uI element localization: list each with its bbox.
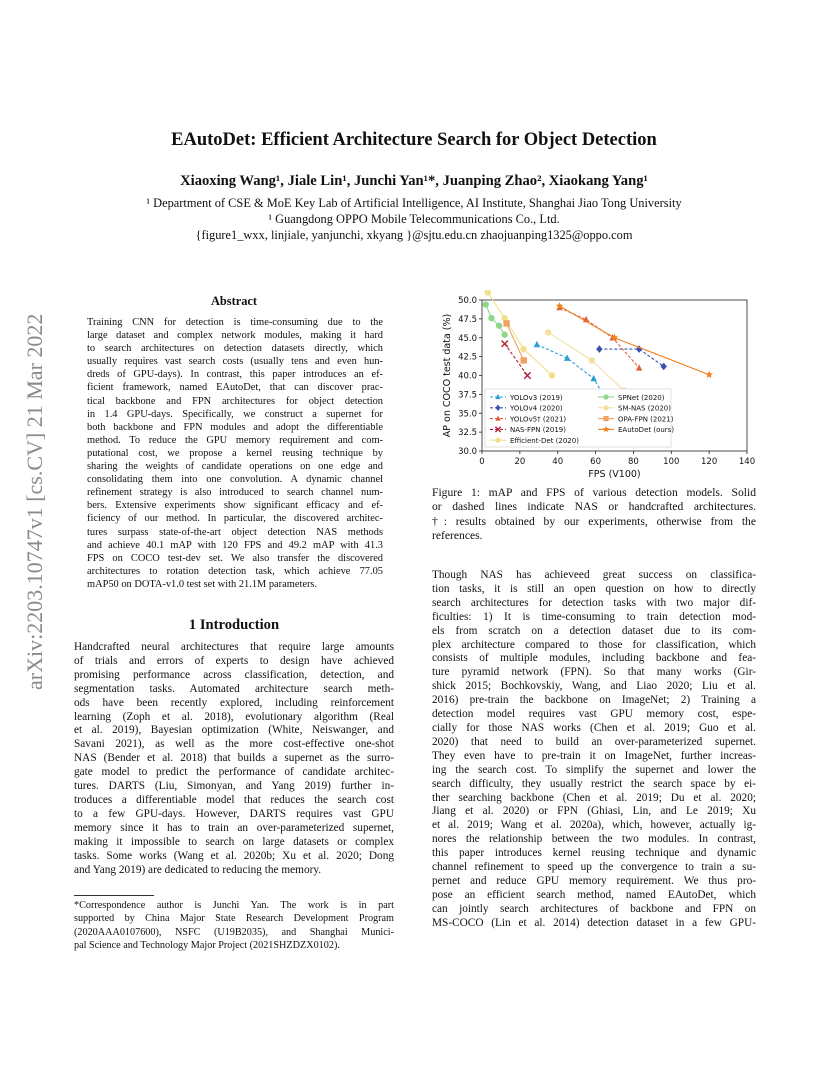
text-line: ods have been recently explored, including reinforcement (74, 696, 394, 709)
y-tick-label: 35.0 (458, 409, 477, 420)
text-line: can jointly search architectures of backbone and FPN on (432, 902, 756, 915)
x-tick-label: 0 (479, 457, 485, 467)
figure-caption (432, 486, 756, 543)
legend-label: YOLOv5† (2021) (510, 415, 567, 424)
x-tick-label: 100 (663, 457, 680, 467)
footnote (74, 899, 394, 953)
data-point (502, 341, 508, 347)
series-line (599, 349, 663, 366)
data-point (661, 363, 667, 371)
text-line: MS-COCO (Lin et al. 2014) detection dataset in a few GPU- (432, 916, 756, 929)
text-line: making it impossible to search on large datasets or complex (74, 835, 394, 848)
text-line: pernet and reduce GPU memory requirement. We thus pro- (432, 874, 756, 887)
legend-label: EAutoDet (ours) (618, 426, 675, 435)
abstract-body (87, 316, 383, 591)
text-line: tical backbone and FPN architectures for object detection (87, 395, 383, 407)
data-point (524, 372, 530, 378)
text-line: pose an efficient search method, named EAutoDet, which (432, 888, 756, 901)
intro-body (74, 641, 394, 877)
data-point (603, 394, 608, 399)
series-line (560, 308, 640, 368)
text-line: putational cost, we propose a kernel reusing technique by (87, 447, 383, 459)
y-tick-label: 40.0 (458, 371, 477, 382)
text-line: detection model requires vast GPU memory cost, espe- (432, 708, 756, 721)
text-line: promising performance across classification, detection, and (74, 668, 394, 681)
x-tick-label: 120 (701, 457, 718, 467)
text-line: consolidating them into one convolution. A dynamic channel (87, 474, 383, 486)
text-line: Though NAS has achieveed great success on classifica- (432, 569, 756, 581)
intro-right-column (432, 569, 756, 931)
text-line: nores the relationship between the two modules. In contrast, (432, 833, 756, 846)
text-line: tures. DARTS (Liu, Simonyan, and Yang 2019) further in- (74, 780, 394, 793)
y-tick-label: 32.5 (458, 428, 477, 439)
text-line: 2016) pre-train the backbone on ImageNet; 2) Training a (432, 694, 756, 707)
text-line: search architectures for detection tasks with two major dif- (432, 596, 756, 609)
data-point (496, 322, 502, 328)
text-line: 2020) that need to build an over-parameterized supernet. (432, 735, 756, 748)
x-tick-label: 20 (514, 457, 526, 467)
footnote-rule (74, 895, 154, 896)
text-line: Handcrafted neural architectures that require large amounts (74, 641, 394, 653)
text-line: tion tasks, it is still an open question on how to directly (432, 582, 756, 595)
y-tick-label: 30.0 (458, 447, 477, 457)
x-axis-label: FPS (V100) (588, 469, 641, 480)
text-line: architectures to rotation detection task, which achieve 77.05 (87, 565, 383, 577)
legend-label: Efficient-Det (2020) (510, 437, 579, 445)
text-line: ther searching backbone (Chen et al. 2019; Du et al. 2020; (432, 791, 756, 804)
data-point (596, 345, 602, 353)
text-line: Training CNN for detection is time-consuming due to the (87, 317, 383, 328)
affiliation-1: ¹ Department of CSE & MoE Key Lab of Artificial Intelligence, AI Institute, Shanghai Jiao Tong University (146, 196, 682, 210)
data-point (483, 301, 489, 307)
text-line: bers. Extensive experiments show significant efficacy and ef- (87, 500, 383, 512)
text-line: to a few GPU-days. However, DARTS requires vast GPU (74, 807, 394, 820)
text-line: in 1.4 GPU-days. Specifically, we construct a supernet for (87, 408, 383, 420)
text-line: (2020AAA0107600), NSFC (U19B2035), and Shanghai Munici- (74, 926, 394, 938)
data-point (488, 315, 494, 321)
text-line: NAS (Bender et al. 2018) that builds a supernet as the surro- (74, 752, 394, 765)
text-line: plex architecture compared to those for classification, which (432, 638, 756, 651)
series-line (486, 305, 505, 335)
text-line: and achieve 40.1 mAP with 120 FPS and 49.2 mAP with 41.3 (87, 539, 383, 551)
abstract-heading: Abstract (210, 294, 258, 308)
text-line: troduces a differentiable model that reduces the search cost (74, 793, 394, 806)
text-line: tures surpass state-of-the-art object detection NAS methods (87, 526, 383, 538)
text-line: ficiency of our method. In particular, the discovered architec- (87, 513, 383, 525)
text-line: Jiang et al. 2020) or FPN (Ghiasi, Lin, and Le 2019; Xu (432, 805, 756, 818)
data-point (484, 290, 490, 296)
text-line: large dataset and complex network modules, making it hard (87, 330, 383, 342)
y-tick-label: 47.5 (458, 314, 477, 325)
data-point (589, 357, 595, 363)
text-line: and Yang 2019) are dedicated to reducing the memory. (74, 863, 322, 876)
legend-label: SM-NAS (2020) (618, 404, 671, 413)
text-line: et al. 2019), Bayesian optimization (White, Neiswanger, and (74, 724, 394, 737)
series-line (560, 306, 710, 375)
text-line: supported by China Major State Research Development Program (74, 913, 394, 925)
y-tick-label: 42.5 (458, 352, 477, 363)
series-line (548, 332, 624, 390)
text-line: method. To reduce the GPU memory requirement and com- (87, 434, 383, 446)
x-tick-label: 60 (590, 457, 601, 467)
text-line: learning (Zoph et al. 2018), evolutionary algorithm (Real (74, 710, 394, 723)
text-line: sharing the weights of candidate operations on one edge and (87, 461, 383, 473)
arxiv-stamp (20, 300, 47, 690)
text-line: segmentation tasks. Automated architecture search meth- (74, 682, 394, 695)
data-point (520, 357, 526, 363)
text-line: both backbone and FPN modules and adopt the differentiable (87, 421, 383, 433)
text-line: memory since it has to train an over-parameterized supernet, (74, 821, 394, 834)
text-line: or dashed lines indicate NAS or handcrafted architectures. (432, 500, 756, 514)
text-line: consists of multiple modules, including backbone and fea- (432, 652, 756, 665)
text-line: ture pyramid network (FPN). So that many works (Gir- (432, 666, 756, 679)
series-line (507, 323, 524, 360)
text-line: ing the search cost. To simplify the supernet and lower the (432, 763, 756, 776)
data-point (502, 332, 508, 338)
text-line: Savani 2021), as well as the more cost-effective one-shot (74, 738, 394, 751)
text-line: *Correspondence author is Junchi Yan. The work is in part (74, 900, 394, 911)
author-emails: {figure1_wxx, linjiale, yanjunchi, xkyang }@sjtu.edu.cn zhaojuanping1325@oppo.com (195, 228, 633, 242)
author-list: Xiaoxing Wang¹, Jiale Lin¹, Junchi Yan¹*, Juanping Zhao², Xiaokang Yang¹ (180, 173, 648, 189)
data-point (590, 375, 596, 381)
text-line: †: results obtained by our experiments, otherwise from the (432, 514, 756, 528)
text-line: tasks. Some works (Wang et al. 2020b; Xu et al. 2020; Dong (74, 849, 394, 862)
figure-1 (430, 290, 760, 485)
text-line: dreds of GPU-days). In contrast, this paper introduces an ef- (87, 369, 383, 381)
text-line: this paper introduces kernel reusing technique and dynamic (432, 847, 756, 860)
text-line: channel refinement to speed up the convergence to train a su- (432, 861, 756, 874)
legend-label: NAS-FPN (2019) (510, 426, 566, 435)
text-line: ficulties: 1) It is time-consuming to train detection mod- (432, 610, 756, 623)
text-line: They even have to pre-train it on ImageNet, further increas- (432, 749, 756, 762)
x-tick-label: 140 (738, 457, 756, 467)
paper-title: EAutoDet: Efficient Architecture Search for Object Detection (171, 130, 657, 150)
x-tick-label: 40 (552, 457, 564, 467)
text-line: els from scratch on a detection dataset due to its com- (432, 624, 756, 637)
text-line: usually requires vast search costs (usually tens and even hun- (87, 356, 383, 368)
text-line: to search architectures on detection datasets directly, which (87, 343, 383, 355)
data-point (495, 438, 500, 443)
legend-label: SPNet (2020) (618, 393, 665, 402)
text-line: mAP50 on DOTA-v1.0 test set with 21.1M parameters. (87, 578, 318, 590)
series-line (488, 292, 552, 375)
data-point (603, 416, 608, 421)
data-point (545, 329, 551, 335)
x-tick-label: 80 (628, 457, 639, 467)
data-point (705, 371, 713, 378)
arxiv-id: arXiv:2203.10747v1 [cs.CV] 21 Mar 2022 (22, 313, 47, 690)
y-tick-label: 37.5 (458, 390, 477, 401)
data-point (603, 405, 608, 410)
data-point (503, 320, 509, 326)
ap-fps-chart (430, 290, 760, 480)
text-line: FPS on COCO test-dev set. We also transfer the discovered (87, 552, 383, 564)
text-line: cially for those NAS works (Chen et al. 2019; Guo et al. (432, 721, 756, 734)
text-line: pal Science and Technology Major Project (2021SHZDZX0102). (74, 940, 340, 952)
text-line: refinement strategy is also introduced to search channel num- (87, 487, 383, 499)
text-line: Figure 1: mAP and FPS of various detection models. Solid (432, 486, 756, 499)
y-tick-label: 45.0 (458, 333, 477, 344)
text-line: ficient framework, named EAutoDet, that can discover prac- (87, 382, 383, 394)
legend-label: YOLOv3 (2019) (510, 393, 563, 402)
text-line: references. (432, 528, 483, 542)
affiliation-2: ¹ Guangdong OPPO Mobile Telecommunications Co., Ltd. (268, 212, 560, 226)
text-line: shick 2015; Bochkovskiy, Wang, and Liao 2020; Liu et al. (432, 680, 756, 693)
text-line: search difficulty, they usually restrict the search space by ei- (432, 777, 756, 790)
text-line: of trials and errors of experts to design have achieved (74, 654, 394, 667)
y-axis-label: AP on COCO test data (%) (442, 313, 453, 438)
data-point (549, 372, 555, 378)
legend-label: OPA-FPN (2021) (618, 415, 674, 424)
data-point (534, 341, 540, 347)
text-line: gate model to predict the performance of candidate architec- (74, 766, 394, 779)
legend-label: YOLOv4 (2020) (510, 404, 563, 413)
text-line: et al. 2019; Wang et al. 2020a), which, however, actually ig- (432, 819, 756, 832)
intro-heading: 1 Introduction (188, 617, 280, 633)
y-tick-label: 50.0 (458, 296, 477, 306)
data-point (520, 346, 526, 352)
